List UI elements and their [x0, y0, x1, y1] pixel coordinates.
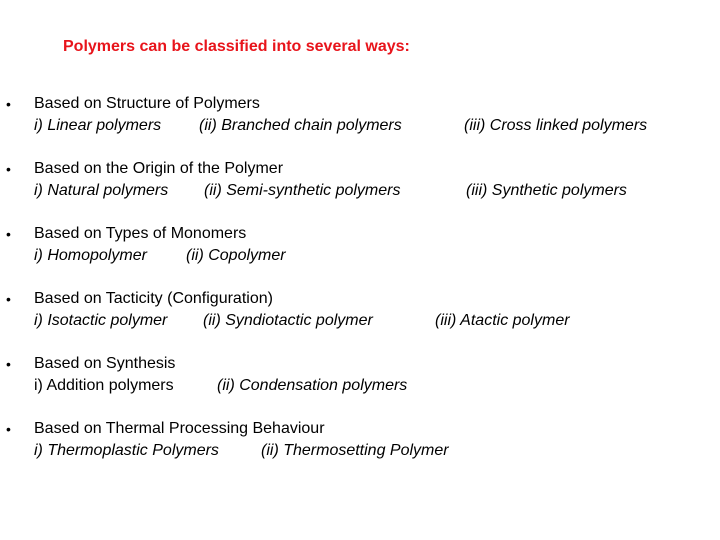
item-thermal-sub-2: (ii) Thermosetting Polymer [261, 442, 449, 459]
bullet-icon: • [6, 161, 11, 177]
slide-title: Polymers can be classified into several ways: [63, 38, 410, 55]
bullet-icon: • [6, 96, 11, 112]
item-tacticity-sub-1: i) Isotactic polymer [34, 312, 168, 329]
item-synthesis-sub-1: i) Addition polymers [34, 377, 174, 394]
item-synthesis-sub-2: (ii) Condensation polymers [217, 377, 408, 394]
bullet-icon: • [6, 356, 11, 372]
item-origin-sub-2: (ii) Semi-synthetic polymers [204, 182, 401, 199]
item-tacticity-sub-3: (iii) Atactic polymer [435, 312, 570, 329]
item-structure-sub-3: (iii) Cross linked polymers [464, 117, 648, 134]
item-origin-sub-3: (iii) Synthetic polymers [466, 182, 627, 199]
item-monomers-sub-2: (ii) Copolymer [186, 247, 286, 264]
item-heading-synthesis: Based on Synthesis [34, 355, 176, 372]
bullet-icon: • [6, 421, 11, 437]
item-heading-thermal: Based on Thermal Processing Behaviour [34, 420, 325, 437]
item-monomers-sub-1: i) Homopolymer [34, 247, 147, 264]
bullet-icon: • [6, 226, 11, 242]
item-heading-monomers: Based on Types of Monomers [34, 225, 247, 242]
bullet-icon: • [6, 291, 11, 307]
item-thermal-sub-1: i) Thermoplastic Polymers [34, 442, 219, 459]
item-structure-sub-2: (ii) Branched chain polymers [199, 117, 402, 134]
item-heading-tacticity: Based on Tacticity (Configuration) [34, 290, 273, 307]
item-origin-sub-1: i) Natural polymers [34, 182, 169, 199]
item-structure-sub-1: i) Linear polymers [34, 117, 162, 134]
item-heading-structure: Based on Structure of Polymers [34, 95, 260, 112]
item-heading-origin: Based on the Origin of the Polymer [34, 160, 284, 177]
item-tacticity-sub-2: (ii) Syndiotactic polymer [203, 312, 373, 329]
